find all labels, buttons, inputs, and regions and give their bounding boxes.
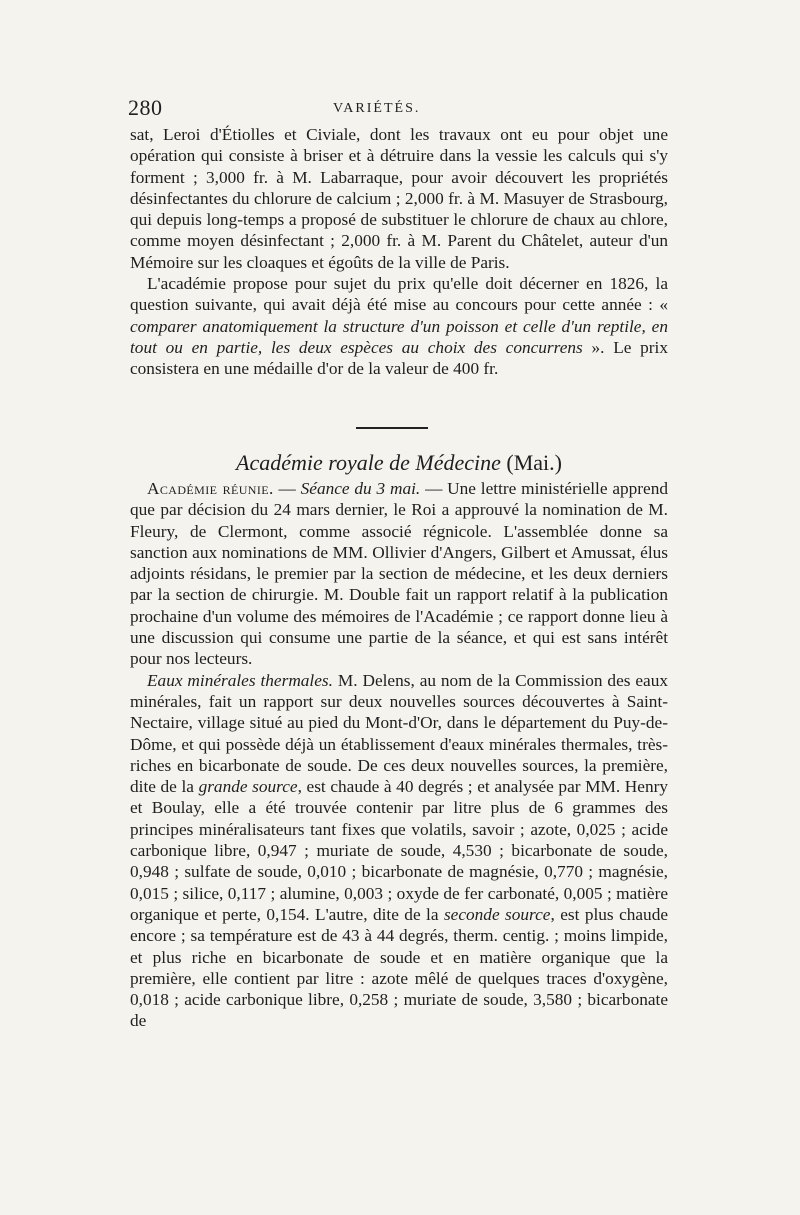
eaux-text-3: , est plus chaude encore ; sa température est de 43 à 44 degrés, therm. centig. ; moins limpide, et plus riche en bicarbonate de soude et en matière organique que la première, elle contient par litre : azote mêlé de quelques traces d'oxygène, 0,018 ; acide carbonique libre, 0,258 ; muriate de soude, 3,580 ; bicarbonate de <box>130 904 668 1031</box>
eaux-label: Eaux minérales thermales. <box>147 670 333 690</box>
seance-date: Séance du 3 mai. <box>300 479 421 498</box>
grande-source: grande source <box>198 777 298 797</box>
running-head: VARIÉTÉS. <box>333 101 421 116</box>
prize-question: comparer anatomiquement la structure d'un poisson et celle d'un reptile, en tout ou en partie, les deux espèces au choix des concurrens <box>130 316 668 357</box>
seance-label: Académie réunie. <box>147 479 274 498</box>
prize-outro: ». Le prix consistera en une médaille d'or de la valeur de 400 fr. <box>130 337 668 379</box>
seance-dash: — <box>273 479 301 498</box>
eaux-text-1: M. Delens, au nom de la Commission des eaux minérales, fait un rapport sur deux nouvelles sources découvertes à Saint-Nectaire, village situé au pied du Mont-d'Or, dans le département du Puy-de-Dôme, et qui possède déjà un établissement d'eaux minérales thermales, très-riches en bicarbonate de soude. De ces deux nouvelles sources, la première, dite de la <box>130 670 668 797</box>
paragraph-prize-question <box>130 273 668 379</box>
page-number: 280 <box>128 95 163 120</box>
text-block-top <box>130 124 668 380</box>
paragraph-seance <box>130 478 668 670</box>
paragraph-eaux <box>130 670 668 1032</box>
eaux-text-2: , est chaude à 40 degrés ; et analysée par MM. Henry et Boulay, elle a été trouvée contenir par litre plus de 6 grammes des principes minéralisateurs tant fixes que volatils, savoir ; azote, 0,025 ; acide carbonique libre, 0,947 ; muriate de soude, 4,530 ; bicarbonate de soude, 0,948 ; sulfate de soude, 0,010 ; bicarbonate de magnésie, 0,770 ; magnésie, 0,015 ; silice, 0,117 ; alumine, 0,003 ; oxyde de fer carbonaté, 0,005 ; matière organique et perte, 0,154. L'autre, dite de la <box>130 777 668 924</box>
seconde-source: seconde source <box>443 904 551 924</box>
section-title <box>130 450 668 476</box>
paragraph-prizes: sat, Leroi d'Étiolles et Civiale, dont les travaux ont eu pour objet une opération qui consiste à briser et à détruire dans la vessie les calculs qui s'y forment ; 3,000 fr. à M. Labarraque, pour avoir découvert les propriétés désinfectantes du chlorure de calcium ; 2,000 fr. à M. Masuyer de Strasbourg, qui depuis long-temps a proposé de substituer le chlorure de chaux au chlore, comme moyen désinfectant ; 2,000 fr. à M. Parent du Châtelet, auteur d'un Mémoire sur les cloaques et égoûts de la ville de Paris. <box>130 125 668 272</box>
section-month: (Mai.) <box>506 450 562 475</box>
seance-text: — Une lettre ministérielle apprend que par décision du 24 mars dernier, le Roi a approuvé la nomination de M. Fleury, de Clermont, comme associé régnicole. L'assemblée donne sa sanction aux nominations de MM. Ollivier d'Angers, Gilbert et Amussat, élus adjoints résidans, le premier par la section de médecine, et les deux derniers par la section de chirurgie. M. Double fait un rapport relatif à la publication prochaine d'un volume des mémoires de l'Académie ; ce rapport donne lieu à une discussion qui consume une partie de la séance, et qui est sans intérêt pour nos lecteurs. <box>130 479 668 669</box>
text-block-bottom <box>130 478 668 1032</box>
page-header <box>128 95 668 125</box>
prize-intro: L'académie propose pour sujet du prix qu'elle doit décerner en 1826, la question suivante, qui avait déjà été mise au concours pour cette année : « <box>130 274 668 315</box>
section-title-text: Académie royale de Médecine <box>236 450 501 475</box>
section-divider <box>356 427 428 429</box>
